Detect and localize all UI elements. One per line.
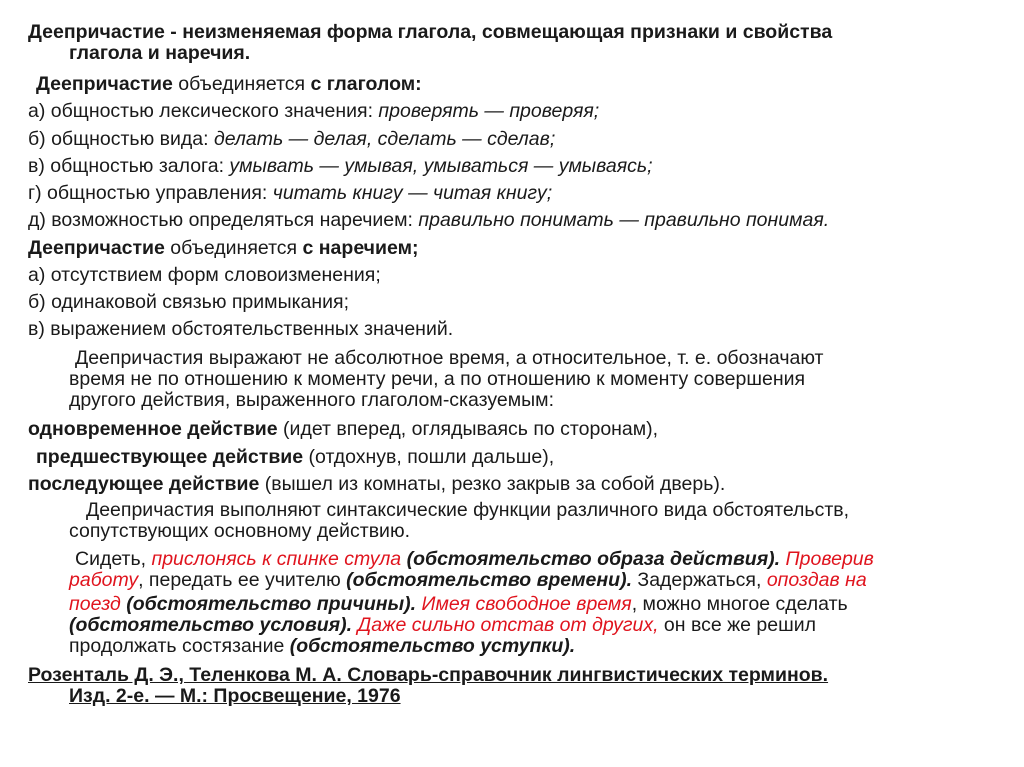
adverb-section-heading [28, 238, 419, 259]
item-example: проверять — проверяя; [378, 100, 600, 122]
heading-term: Деепричастие [28, 237, 165, 259]
heading-end: с наречием; [302, 237, 419, 259]
citation-line-1: Розенталь Д. Э., Теленкова М. А. Словарь-справочник лингвистических терминов. [28, 664, 829, 686]
examples-line-5 [69, 636, 575, 657]
action-example: (отдохнув, пошли дальше), [303, 446, 555, 468]
definition-line-2: глагола и наречия. [69, 42, 251, 64]
heading-term: Деепричастие [36, 73, 173, 95]
definition-line-1: Деепричастие - неизменяемая форма глагола, совмещающая признаки и свойства [28, 21, 833, 43]
ex-gerund: опоздав на [766, 569, 867, 591]
item-example: умывать — умывая, умываться — умываясь; [229, 155, 653, 177]
item-example: правильно понимать — правильно понимая. [418, 209, 830, 231]
examples-line-4 [69, 615, 816, 636]
adverb-item-c: в) выражением обстоятельственных значений. [28, 318, 454, 340]
item-example: делать — делая, сделать — сделав; [213, 128, 556, 150]
ex-gerund: поезд [69, 593, 121, 615]
item-label: д) возможностью определяться наречием: [28, 209, 419, 231]
verb-item-e [28, 210, 829, 231]
action-following [28, 474, 725, 495]
ex-text: , передать ее учителю [138, 569, 347, 591]
heading-mid: объединяется [172, 73, 311, 95]
verb-section-heading [36, 74, 422, 95]
ex-gerund: Проверив [780, 548, 874, 570]
ex-text: он все же решил [658, 614, 817, 636]
ex-circumstance: (обстоятельство уступки). [289, 635, 576, 657]
heading-end: с глаголом: [310, 73, 422, 95]
ex-text: продолжать состязание [69, 635, 290, 657]
examples-line-1 [75, 549, 874, 570]
verb-item-a [28, 101, 599, 122]
ex-gerund: Имея свободное время [416, 593, 632, 615]
action-simultaneous [28, 419, 658, 440]
ex-text: Сидеть, [75, 548, 152, 570]
time-paragraph-line-3: другого действия, выраженного глаголом-сказуемым: [69, 389, 554, 411]
ex-gerund: прислонясь к спинке стула [151, 548, 402, 570]
examples-line-2 [69, 570, 867, 591]
ex-gerund: Даже сильно отстав от других, [352, 614, 659, 636]
action-term: последующее действие [28, 473, 260, 495]
functions-paragraph-line-1: Деепричастия выполняют синтаксические функции различного вида обстоятельств, [86, 499, 850, 521]
verb-item-c [28, 156, 653, 177]
item-label: а) общностью лексического значения: [28, 100, 379, 122]
item-label: г) общностью управления: [28, 182, 273, 204]
heading-mid: объединяется [164, 237, 303, 259]
item-label: б) общностью вида: [28, 128, 214, 150]
ex-circumstance: (обстоятельство причины). [120, 593, 417, 615]
action-term: одновременное действие [28, 418, 278, 440]
action-example: (идет вперед, оглядываясь по сторонам), [277, 418, 659, 440]
action-preceding [36, 447, 554, 468]
time-paragraph-line-2: время не по отношению к моменту речи, а по отношению к моменту совершения [69, 368, 806, 390]
ex-circumstance: (обстоятельство времени). [346, 569, 633, 591]
ex-circumstance: (обстоятельство образа действия). [401, 548, 781, 570]
action-term: предшествующее действие [36, 446, 304, 468]
examples-line-3 [69, 594, 848, 615]
functions-paragraph-line-2: сопутствующих основному действию. [69, 520, 410, 542]
time-paragraph-line-1: Деепричастия выражают не абсолютное время, а относительное, т. е. обозначают [75, 347, 824, 369]
citation-line-2: Изд. 2-е. — М.: Просвещение, 1976 [69, 685, 401, 707]
verb-item-b [28, 129, 555, 150]
ex-text: Задержаться, [632, 569, 767, 591]
item-example: читать книгу — читая книгу; [272, 182, 553, 204]
ex-text: , можно многое сделать [631, 593, 848, 615]
action-example: (вышел из комнаты, резко закрыв за собой дверь). [259, 473, 726, 495]
adverb-item-a: а) отсутствием форм словоизменения; [28, 264, 381, 286]
verb-item-d [28, 183, 552, 204]
adverb-item-b: б) одинаковой связью примыкания; [28, 291, 350, 313]
item-label: в) общностью залога: [28, 155, 230, 177]
ex-gerund: работу [69, 569, 139, 591]
ex-circumstance: (обстоятельство условия). [69, 614, 353, 636]
